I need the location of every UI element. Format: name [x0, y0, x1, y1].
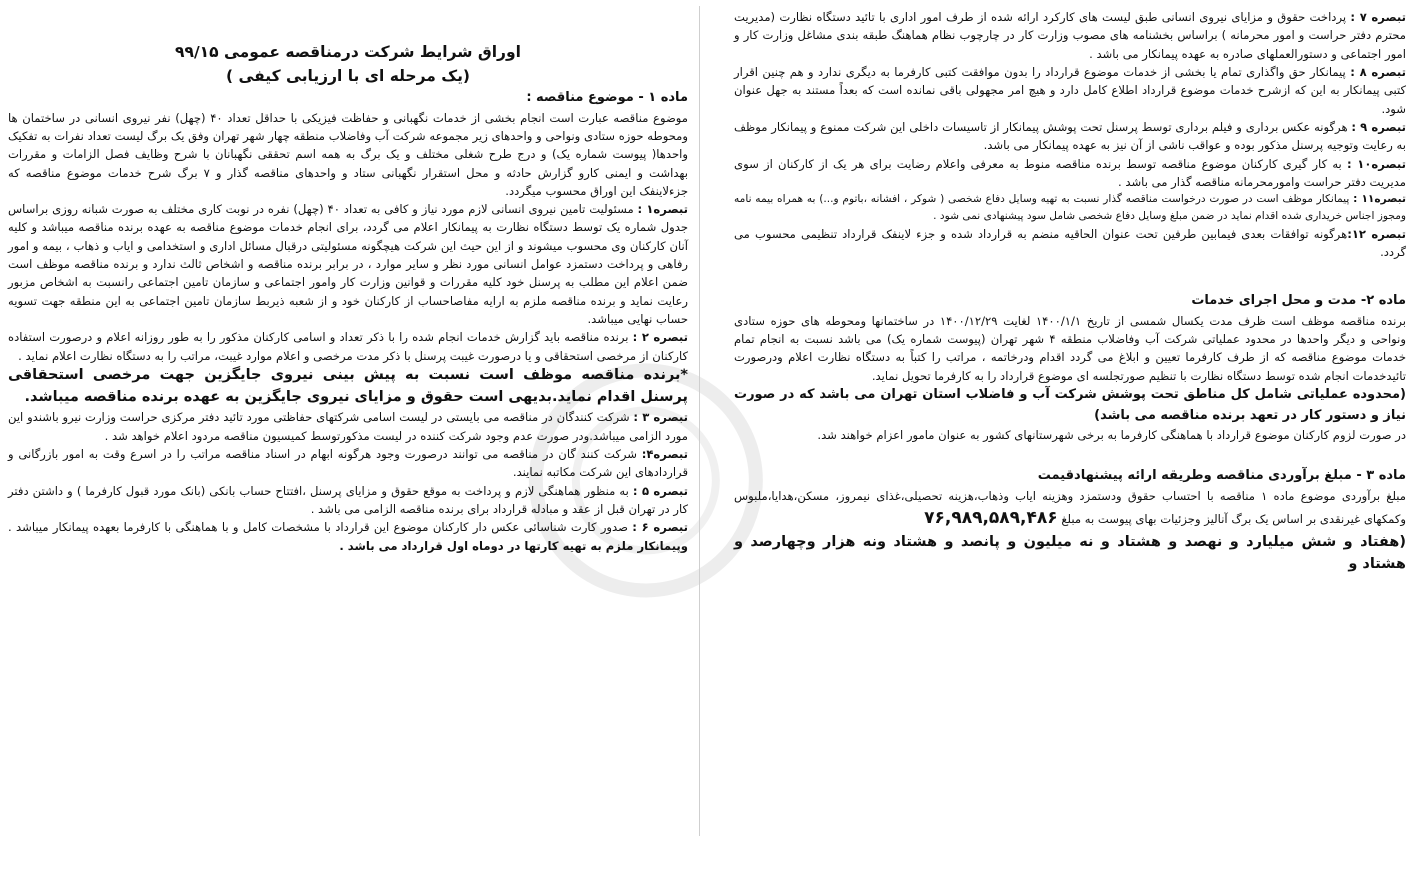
article-2-title: ماده ۲- مدت و محل اجرای خدمات	[1191, 293, 1406, 309]
estimated-amount: ۷۶,۹۸۹,۵۸۹,۴۸۶	[924, 508, 1058, 529]
document-subtitle: (یک مرحله ای با ارزیابی کیفی )	[225, 67, 470, 86]
replacement-staff-note: *برنده مناقصه موظف است نسبت به پیش بینی نیروی جایگزین جهت مرخصی استحقاقی پرسنل اقدام نماید.بدیهی است حقوق و مزایای نیروی جایگزین به عهده برنده مناقصه میباشد.	[8, 366, 688, 405]
note-12: تبصره ۱۲:هرگونه توافقات بعدی فیمابین طرفین تحت عنوان الحاقیه منضم به قرارداد شده و جزء لاینفک قرارداد تنظیمی محسوب می گردد.	[734, 226, 1406, 259]
right-column	[734, 8, 1406, 576]
article-2-dispatch: در صورت لزوم کارکنان موضوع قرارداد با هماهنگی کارفرما به برخی شهرستانهای کشور به عنوان مامور اعزام خواهند شد.	[817, 428, 1406, 443]
note-4: تبصره۴: شرکت کنند گان در مناقصه می توانند درصورت وجود هرگونه ابهام در اسناد مناقصه مراتب را در اسرع وقت به امور بازرگانی و قراردادهای این شرکت مکاتبه نمایند.	[8, 447, 688, 480]
document-title: اوراق شرایط شرکت درمناقصه عمومی ۹۹/۱۵	[175, 43, 521, 61]
article-2-scope: (محدوده عملیاتی شامل کل مناطق تحت پوشش شرکت آب و فاضلاب استان تهران می باشد که در صورت نیاز و دستور کار در تعهد برنده مناقصه می باشد)	[734, 387, 1406, 423]
note-10: تبصره۱۰ : به کار گیری کارکنان موضوع مناقصه توسط برنده مناقصه منوط به معرفی واعلام رضایت برای هر یک از کارکنان از سوی مدیریت دفتر حراست وامورمحرمانه مناقصه گذار می باشد .	[734, 156, 1406, 189]
article-1-text: موضوع مناقصه عبارت است انجام بخشی از خدمات نگهبانی و حفاظت فیزیکی با حداقل تعداد ۴۰ (چهل) نفر نیروی انسانی در ساختمان ها ومحوطه حوزه ستادی ونواحی و واحدهای زیر مجموعه شرکت آب وفاضلاب منطقه چهار شهر تهران وفق یک برگ لیست تعداد نفرات به تفکیک واحدها( پیوست شماره یک) و درج طرح شغلی مختلف و یک برگ به همه اسم تحققی نگهبانان با شرح وظایف فصل الزامات و مقررات بهداشت و ایمنی کارو گزارش حادثه و محل استقرار نگهبانی ستاد و واحدهای مناقصه گذار و ۷ برگ شرح خدمات موضوع مناقصه که جزءلاینفک این اوراق محسوب میگردد.	[8, 110, 688, 198]
note-6: تبصره ۶ : صدور کارت شناسائی عکس دار کارکنان موضوع این قرارداد با مشخصات کامل و با هماهنگی با کارفرما بعهده پیمانکار میباشد . وپیمانکار ملزم به تهیه کارتها در دوماه اول قرارداد می باشد .	[8, 520, 688, 553]
article-1-title: ماده ۱ - موضوع مناقصه :	[526, 90, 688, 106]
note-9: تبصره ۹ : هرگونه عکس برداری و فیلم برداری توسط پرسنل تحت پوشش پیمانکار از تاسیسات داخلی این شرکت ممنوع و پیمانکار موظف به رعایت وتوجیه پرسنل مذکور بوده و عواقب ناشی از آن نیز به عهده پیمانکار می باشد.	[734, 119, 1406, 153]
article-3-text: مبلغ برآوردی موضوع ماده ۱ مناقصه با احتساب حقوق ودستمزد وهزینه ایاب وذهاب،هزینه تحصیلی،غذای نیمروز، مسکن،هدایا،ملبوس وکمکهای غیرنقدی بر اساس یک برگ آنالیز وجزئیات بهای پیوست به مبلغ ۷۶,۹۸۹,۵۸۹,۴۸۶	[734, 488, 1406, 529]
note-7: تبصره ۷ : پرداخت حقوق و مزایای نیروی انسانی طبق لیست های کارکرد ارائه شده از طرف امور اداری با تائید دستگاه نظارت (مدیریت محترم دفتر حراست و امور محرمانه ) براساس بخشنامه های مصوب وزارت کار در چارچوب نظام هماهنگ طبقه بندی مشاغل وزارت کار و امور اجتماعی و دستورالعملهای صادره به عهده پیمانکار می باشد .	[734, 10, 1406, 61]
note-8: تبصره ۸ : پیمانکار حق واگذاری تمام یا بخشی از خدمات موضوع قرارداد را بدون موافقت کتبی کارفرما به دیگری ندارد و هم چنین اقرار کتبی پیمانکار به این که ازشرح خدمات موضوع قرارداد اطلاع کامل دارد و هیچ امر مجهولی باقی نمانده است که بعداً مستند به جهل عنوان شود.	[734, 64, 1406, 116]
amount-in-words: (هفتاد و شش میلیارد و نهصد و هشتاد و نه میلیون و پانصد و هشتاد ونه هزار وچهارصد و هشتاد و	[734, 534, 1406, 572]
article-2-text: برنده مناقصه موظف است ظرف مدت یکسال شمسی از تاریخ ۱۴۰۰/۱/۱ لغایت ۱۴۰۰/۱۲/۲۹ در ساختمانها ومحوطه های حوزه ستادی ونواحی و دیگر واحدها در محدود عملیاتی شرکت آب وفاضلاب منطقه ۴ شهر تهران (پیوست شماره یک) می باشد نسبت به انجام تمام خدمات موضوع مناقصه که از طرف کارفرما تعیین و ابلاغ می گردد اقدام ودرخاتمه ، مراتب را کتباً به دستگاه نظارت اعلام ودرصورت تائیدخدمات انجام شده توسط دستگاه نظارت با تنظیم صورتجلسه ای موضوع قرارداد را به کارفرما تحویل نماید.	[734, 313, 1406, 383]
column-divider	[699, 6, 700, 836]
note-1: تبصره۱ : مسئولیت تامین نیروی انسانی لازم مورد نیاز و کافی به تعداد ۴۰ (چهل) نفره در نوبت کاری مختلف به صورت شبانه روزی براساس جدول شماره یک توسط دستگاه نظارت به پیمانکار اعلام می گردد، برای انجام خدمات موضوع مناقصه به عهده برنده مناقصه میباشد و کلیه آنان کارکنان وی محسوب میشوند و از این حیث این شرکت هیچگونه مسئولیتی درقبال مسائل اداری و استخدامی و ایاب و ذهاب ، بیمه و امور رفاهی و پرداخت دستمزد عوامل انسانی مورد نظر و سایر موارد ، در برابر برنده مناقصه و اشخاص ثالث ندارد و برنده مناقصه موظف است ضمن اعلام این مطلب به پرسنل خود کلیه مقررات و قوانین وزارت کار وامور اجتماعی و سازمان تامین اجتماعی رانسبت به اشخاص مزبور رعایت نماید و برنده مناقصه ملزم به ارایه مفاصاحساب از کارکنان خود و از شعبه ذیربط سازمان تامین اجتماعی به این منطقه جهت تسویه حساب نهایی میباشد.	[8, 202, 688, 326]
note-3: تبصره ۳ : شرکت کنندگان در مناقصه می بایستی در لیست اسامی شرکتهای حفاظتی مورد تائید دفتر مرکزی حراست وزارت نیرو باشندو این مورد الزامی میباشد.ودر صورت عدم وجود شرکت کننده در لیست مذکورتوسط کمیسیون مناقصه مردود اعلام خواهد شد .	[8, 410, 688, 443]
note-2: تبصره ۲ : برنده مناقصه باید گزارش خدمات انجام شده را با ذکر تعداد و اسامی کارکنان مذکور را به طور روزانه اعلام و درصورت استفاده کارکنان از مرخصی استحقاقی و یا درصورت غیبت پرسنل با ذکر مدت مرخصی و اعلام موارد غیبت، مراتب را به دستگاه نظارت اعلام نماید .	[8, 330, 688, 363]
note-5: تبصره ۵ : به منظور هماهنگی لازم و پرداخت به موقع حقوق و مزایای پرسنل ،افتتاح حساب بانکی (بانک مورد قبول کارفرما ) و داشتن دفتر کار در تهران قبل از عقد و مبادله قرارداد برای برنده مناقصه الزامی می باشد .	[8, 483, 688, 516]
left-column	[8, 40, 688, 555]
article-3-title: ماده ۳ - مبلغ برآوردی مناقصه وطریقه ارائه پیشنهادقیمت	[1037, 468, 1406, 484]
note-11: تبصره۱۱ : پیمانکار موظف است در صورت درخواست مناقصه گذار نسبت به تهیه وسایل دفاع شخصی ( شوکر ، افشانه ،باتوم و...) به همراه بیمه نامه ومجوز اجناس خریداری شده اقدام نماید در ضمن مبلغ وسایل دفاع شخصی شامل سود پیشنهادی نمی شود .	[734, 193, 1406, 222]
